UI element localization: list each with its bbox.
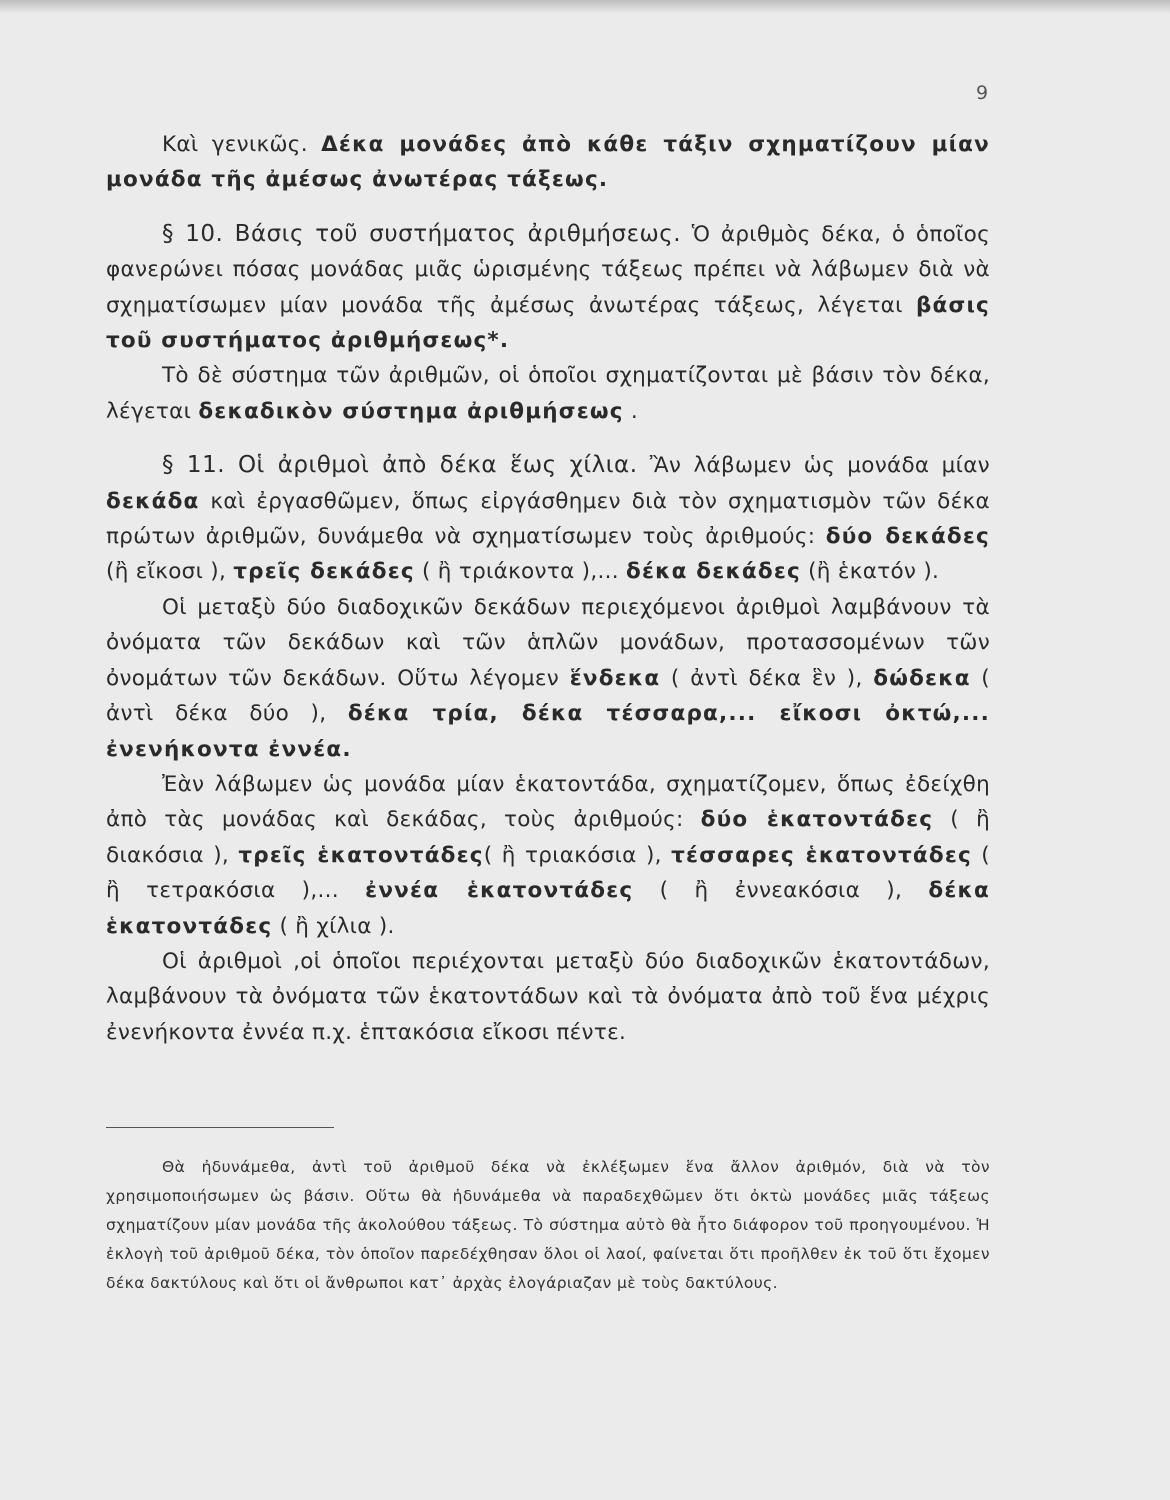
bold-run: δώδεκα xyxy=(873,665,971,691)
text-run: ( ἢ χίλια ). xyxy=(272,913,395,939)
bold-run: Δέκα μονάδες ἀπὸ κάθε τάξιν σχηματίζουν μίαν μονάδα τῆς ἀμέσως ἀνωτέρας τάξεως. xyxy=(106,132,990,193)
paragraph-section-10 xyxy=(106,217,990,359)
paragraph-hundreds-names: Οἱ ἀριθμοὶ ,οἱ ὁποῖοι περιέχονται μεταξὺ δύο διαδοχικῶν ἑκατοντάδων, λαμβάνουν τὰ ὀνόματα τῶν ἑκατοντάδων καὶ τὰ ὀνόματα ἀπὸ τοῦ ἕνα μέχρις ἐνενήκοντα ἐννέα π.χ. ἑπτακόσια εἴκοσι πέντε. xyxy=(106,948,990,1045)
paragraph-general-rule xyxy=(106,127,990,198)
bold-run: τρεῖς ἑκατοντάδες xyxy=(238,842,484,868)
bold-run: ἕνδεκα xyxy=(569,665,661,691)
scan-top-shadow xyxy=(0,0,1170,14)
text-run: ( ἢ τριακόσια ), xyxy=(483,842,672,868)
text-run: Ἂν λάβωμεν ὡς μονάδα μίαν xyxy=(637,453,990,479)
bold-run: τέσσαρες ἑκατοντάδες xyxy=(671,842,972,868)
text-run: (ἢ εἴκοσι ), xyxy=(106,559,234,585)
text-run: καὶ ἐργασθῶμεν, ὅπως εἰργάσθημεν διὰ τὸν σχηματισμὸν τῶν δέκα πρώτων ἀριθμῶν, δυνάμεθα νὰ σχηματίσωμεν τοὺς ἀριθμούς: xyxy=(106,488,990,550)
bold-run: δεκαδικὸν σύστημα ἀριθμήσεως xyxy=(198,398,624,424)
text-run: Ὁ ἀριθμὸς δέκα, ὁ ὁποῖος φανερώνει πόσας μονάδας μιᾶς ὡρισμένης τάξεως πρέπει νὰ λάβωμεν διὰ νὰ σχηματίσωμεν μίαν μονάδα τῆς ἀμέσως ἀνωτέρας τάξεως, λέγεται xyxy=(106,221,990,318)
section-heading-11: § 11. Οἱ ἀριθμοὶ ἀπὸ δέκα ἕως χίλια. xyxy=(162,452,638,479)
bold-run: δέκα τρία, δέκα τέσσαρα,... εἴκοσι ὀκτώ,... ἐνενήκοντα ἐννέα. xyxy=(106,701,990,762)
text-run: (ἢ ἑκατόν ). xyxy=(800,559,940,585)
text-run: ( ἢ τριάκοντα ),... xyxy=(414,559,627,585)
bold-run: δέκα ἑκατοντάδες xyxy=(106,878,990,939)
footnote-text: Θὰ ἠδυνάμεθα, ἀντὶ τοῦ ἀριθμοῦ δέκα νὰ ἐκλέξωμεν ἕνα ἄλλον ἀριθμόν, διὰ νὰ τὸν χρησιμοποιήσωμεν ὡς βάσιν. Οὕτω θὰ ἠδυνάμεθα νὰ παραδεχθῶμεν ὅτι ὀκτὼ μονάδες μιᾶς τάξεως σχηματίζουν μίαν μονάδα τῆς ἀκολούθου τάξεως. Τὸ σύστημα αὐτὸ θὰ ἦτο διάφορον τοῦ προηγουμένου. Ἡ ἐκλογὴ τοῦ ἀριθμοῦ δέκα, τὸν ὁποῖον παρεδέχθησαν ὅλοι οἱ λαοί, φαίνεται ὅτι προῆλθεν ἐκ τοῦ ὅτι ἔχομεν δέκα δακτύλους καὶ ὅτι οἱ ἄνθρωποι κατ᾽ ἀρχὰς ἐλογάριαζαν μὲ τοὺς δακτύλους. xyxy=(106,1158,990,1292)
text-run: . xyxy=(623,398,639,424)
main-text xyxy=(106,127,990,1050)
text-run: Ἐὰν λάβωμεν ὡς μονάδα μίαν ἑκατοντάδα, σχηματίζομεν, ὅπως ἐδείχθη ἀπὸ τὰς μονάδας καὶ δεκάδας, τοὺς ἀριθμούς: xyxy=(106,771,990,833)
text-run: ( ἀντὶ δέκα δύο ), xyxy=(106,665,990,727)
page-number: 9 xyxy=(976,82,989,104)
bold-run: δέκα δεκάδες xyxy=(626,559,801,585)
footnote-rule xyxy=(106,1127,334,1128)
bold-run: τρεῖς δεκάδες xyxy=(233,559,415,585)
text-run: ( ἢ τετρακόσια ),... xyxy=(106,842,990,904)
bold-run: ἐννέα ἑκατοντάδες xyxy=(365,878,634,904)
footnote xyxy=(106,1153,990,1298)
text-run: Τὸ δὲ σύστημα τῶν ἀριθμῶν, οἱ ὁποῖοι σχηματίζονται μὲ βάσιν τὸν δέκα, λέγεται xyxy=(106,363,990,424)
text-run: ( ἀντὶ δέκα ἓν ), xyxy=(660,665,874,691)
bold-run: βάσις τοῦ συστήματος ἀριθμήσεως*. xyxy=(106,292,990,354)
text-run: Καὶ γενικῶς. xyxy=(162,132,322,157)
bold-run: δεκάδα xyxy=(106,488,200,514)
text-run: Οἱ μεταξὺ δύο διαδοχικῶν δεκάδων περιεχόμενοι ἀριθμοὶ λαμβάνουν τὰ ὀνόματα τῶν δεκάδων καὶ τῶν ἁπλῶν μονάδων, προτασσομένων τῶν ὀνομάτων τῶν δεκάδων. Οὕτω λέγομεν xyxy=(106,594,990,691)
bold-run: δύο ἑκατοντάδες xyxy=(700,807,934,833)
bold-run: δύο δεκάδες xyxy=(825,524,991,550)
paragraph-tens-names xyxy=(106,590,990,767)
text-run: ( ἢ διακόσια ), xyxy=(106,807,990,868)
section-heading-10: § 10. Βάσις τοῦ συστήματος ἀριθμήσεως. xyxy=(162,220,682,247)
paragraph-hundreds xyxy=(106,767,990,944)
paragraph-decimal-system xyxy=(106,358,990,429)
text-run: ( ἢ ἐννεακόσια ), xyxy=(633,878,929,904)
paragraph-section-11 xyxy=(106,448,990,590)
